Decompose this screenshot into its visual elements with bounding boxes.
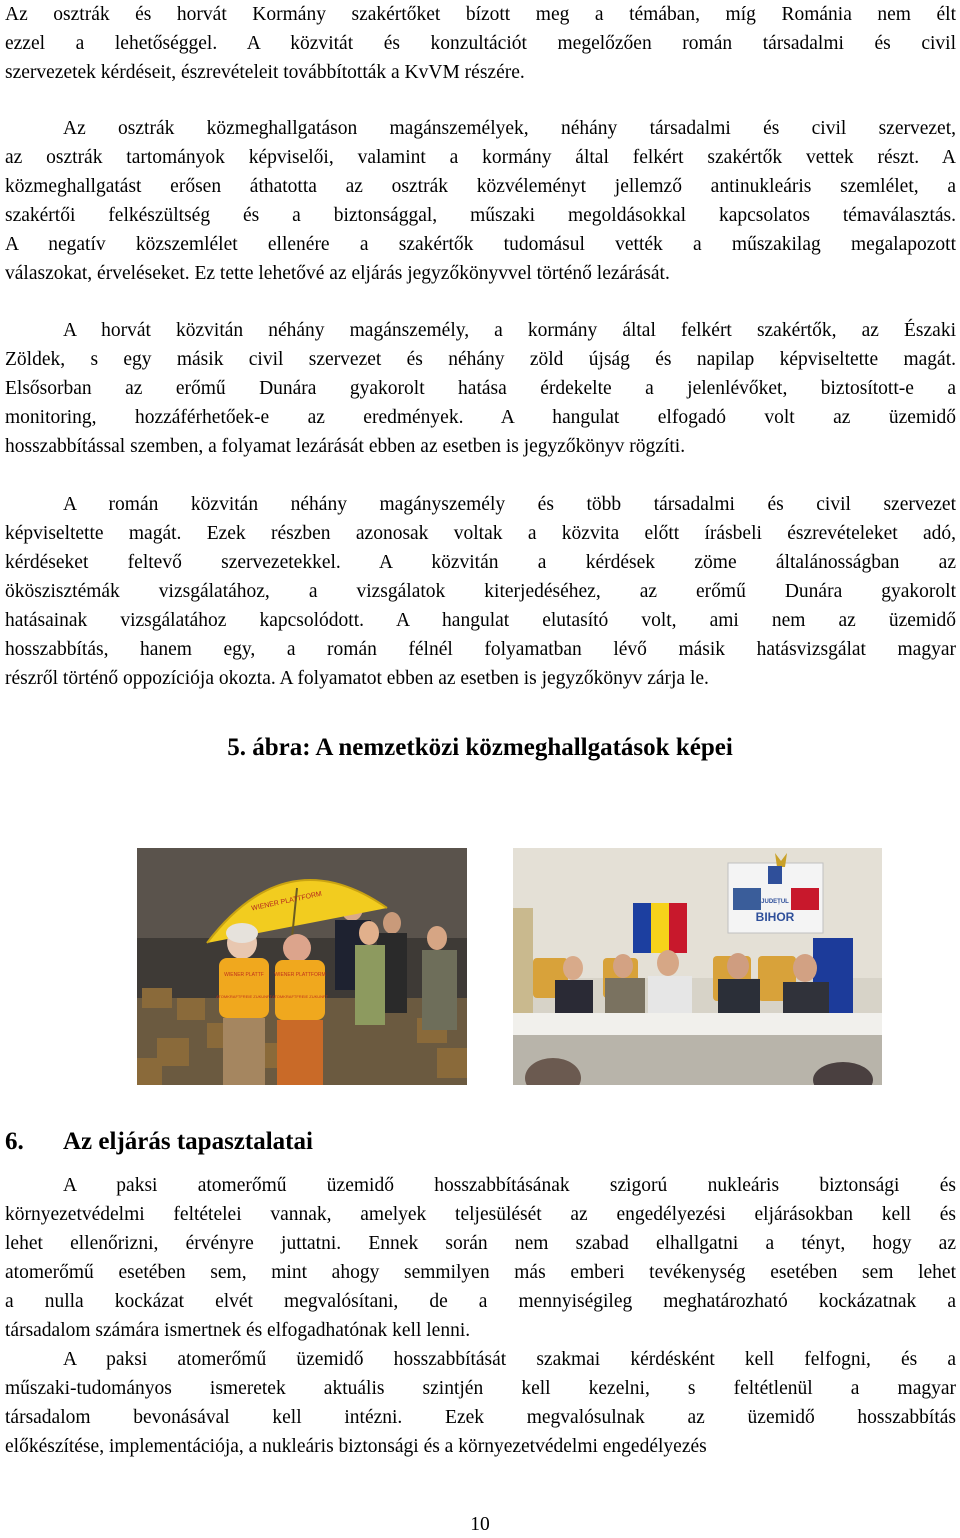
paragraph-line-text: Az osztrák közmeghallgatáson magánszemélyek, néhány társadalmi és civil szervezet, [63,118,956,139]
paragraph-line: monitoring, hozzáférhetőek-e az eredmények. A hangulat elfogadó volt az üzemidő [5,407,956,428]
paragraph-line: hosszabbítás, hanem egy, a román félnél folyamatban lévő másik hatásvizsgálat magyar [5,639,956,660]
paragraph-line-text: A román közvitán néhány magányszemély és több társadalmi és civil szervezet [63,494,956,515]
paragraph-line [5,1171,956,1200]
shirt-text-2: ATOMKRAFTFREIE ZUKUNFT [216,994,272,999]
paragraph-line [5,490,956,519]
section-heading [5,1125,313,1159]
sign-line-1: JUDEȚUL [761,899,789,905]
paragraph-line-text: A horvát közvitán néhány magánszemély, a kormány által felkért szakértők, az Északi [63,320,956,341]
shirt-text-1: WIENER PLATTF [224,972,264,978]
paragraph-line: a nulla kockázat elvét megvalósítani, de a mennyiségileg meghatározható kockázatnak a [5,1291,956,1312]
paragraph-line: társadalom számára ismertnek és elfogadhatónak kell lenni. [5,1320,471,1341]
paragraph-line-text: A paksi atomerőmű üzemidő hosszabbítását szakmai kérdésként kell felfogni, és a [63,1349,956,1370]
sign-line-2: BIHOR [755,910,795,924]
paragraph-line: Az osztrák és horvát Kormány szakértőket bízott meg a témában, míg Románia nem élt [5,4,956,25]
paragraph-line: közmeghallgatást erősen áthatotta az osztrák közvéleményt jellemző antinukleáris szemlélet, a [5,176,956,197]
paragraph-line: szervezetek kérdéseit, észrevételeit továbbították a KvVM részére. [5,62,525,83]
paragraph-line: műszaki-tudományos ismeretek aktuális szintjén kell kezelni, s feltétlenül a magyar [5,1378,956,1399]
section-number: 6. [5,1128,24,1155]
paragraph-line: szakértői felkészültség és a biztonsággal, műszaki megoldásokkal kapcsolatos témaválasztás. [5,205,956,226]
paragraph [5,114,956,288]
paragraph-line: ököszisztémák vizsgálatához, a vizsgálatok kiterjedéséhez, az erőmű Dunára gyakorolt [5,581,956,602]
paragraph [5,316,956,461]
paragraph-line: hatásainak vizsgálatához kapcsolódott. A hangulat elutasító volt, ami nem az üzemidő [5,610,956,631]
paragraph-line: kérdéseket feltevő szervezetekkel. A közvitán a kérdések zöme általánosságban az [5,552,956,573]
paragraph-line: környezetvédelmi feltételei vannak, amelyek teljesülését az engedélyezési eljárásokban kell és [5,1204,956,1225]
paragraph-line: részről történő oppozíciója okozta. A folyamatot ebben az esetben is jegyzőkönyv zárja le. [5,668,709,689]
section-title: Az eljárás tapasztalatai [63,1128,313,1155]
paragraph-line: Zöldek, s egy másik civil szervezet és néhány zöld újság és napilap képviseltette magát. [5,349,956,370]
paragraph-line: atomerőmű esetében sem, mint ahogy semmilyen más emberi tevékenység esetében sem lehet [5,1262,956,1283]
photo-austrian-hearing [137,848,467,1085]
page-number: 10 [470,1514,490,1535]
paragraph-line: hosszabbítással szemben, a folyamat lezárását ebben az esetben is jegyzőkönyv rögzíti. [5,436,686,457]
paragraph-line: társadalom bevonásával kell intézni. Ezek megvalósulnak az üzemidő hosszabbítás [5,1407,956,1428]
photo-romanian-hearing [513,848,882,1085]
paragraph-line-text: A paksi atomerőmű üzemidő hosszabbításának szigorú nukleáris biztonsági és [63,1175,956,1196]
paragraph [5,490,956,693]
paragraph [5,1345,956,1461]
paragraph-line: válaszokat, érveléseket. Ez tette lehetővé az eljárás jegyzőkönyvvel történő lezárását. [5,263,670,284]
paragraph-line: Elsősorban az erőmű Dunára gyakorolt hatása érdekelte a jelenlévőket, biztosított-e a [5,378,956,399]
paragraph-line: előkészítése, implementációja, a nukleáris biztonsági és a környezetvédelmi engedélyezés [5,1436,707,1457]
umbrella-text: WIENER PLATTFORM [250,890,323,913]
paragraph-line: lehet ellenőrizni, érvényre juttatni. Ennek során nem szabad elhallgatni a tényt, hogy az [5,1233,956,1254]
shirt-text-3: WIENER PLATTFORM [274,972,326,978]
paragraph-line: képviseltette magát. Ezek részben azonosak voltak a közvita előtt írásbeli észrevételeket adó, [5,523,956,544]
paragraph-line: ezzel a lehetőséggel. A közvitát és konzultációt megelőzően román társadalmi és civil [5,33,956,54]
paragraph [5,1171,956,1345]
paragraph-line [5,114,956,143]
paragraph-line [5,1345,956,1374]
figure-caption: 5. ábra: A nemzetközi közmeghallgatások képei [227,734,733,761]
paragraph-line [5,316,956,345]
paragraph-line: az osztrák tartományok képviselői, valamint a kormány által felkért szakértők vettek részt. A [5,147,956,168]
paragraph-line: A negatív közszemlélet ellenére a szakértők tudomásul vették a műszakilag megalapozott [5,234,956,255]
paragraph [5,0,956,87]
shirt-text-4: ATOMKRAFTFREIE ZUKUNFT [272,994,328,999]
